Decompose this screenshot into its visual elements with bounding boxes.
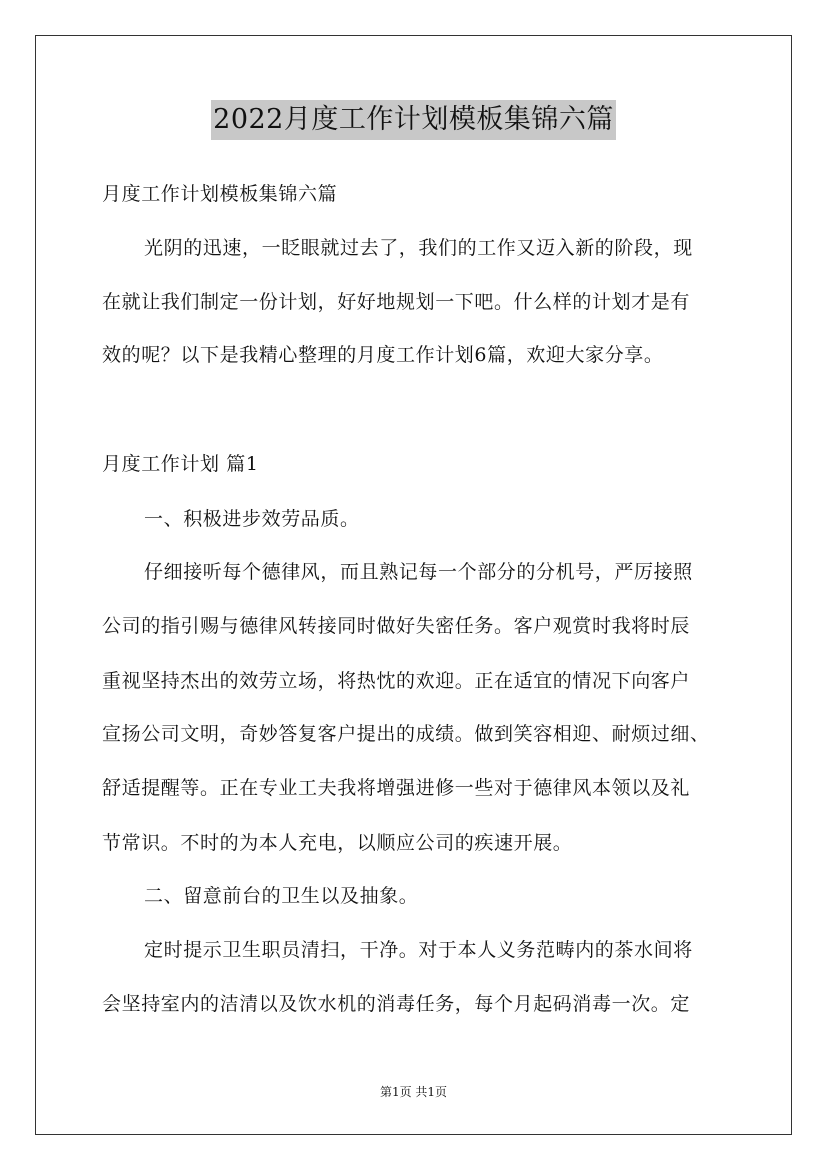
page-footer: 第1页 共1页	[379, 1085, 448, 1099]
intro-line: 在就让我们制定一份计划，好好地规划一下吧。什么样的计划才是有	[102, 291, 691, 313]
intro-line: 光阴的迅速，一眨眼就过去了，我们的工作又迈入新的阶段，现	[144, 237, 693, 259]
item1-line: 仔细接听每个德律风，而且熟记每一个部分的分机号，严厉接照	[144, 561, 693, 583]
item1-heading: 一、积极进步效劳品质。	[144, 508, 360, 530]
item2-line: 定时提示卫生职员清扫，干净。对于本人义务范畴内的茶水间将	[144, 939, 693, 961]
item1-line: 公司的指引赐与德律风转接同时做好失密任务。客户观赏时我将时辰	[102, 615, 691, 637]
intro-line: 效的呢？以下是我精心整理的月度工作计划6篇，欢迎大家分享。	[102, 344, 664, 366]
item1-line: 舒适提醒等。正在专业工夫我将增强进修一些对于德律风本领以及礼	[102, 777, 691, 799]
item1-line: 节常识。不时的为本人充电，以顺应公司的疾速开展。	[102, 832, 573, 854]
section-heading: 月度工作计划 篇1	[102, 453, 259, 475]
document-title: 2022月度工作计划模板集锦六篇	[211, 100, 616, 140]
document-subtitle: 月度工作计划模板集锦六篇	[102, 183, 338, 205]
item2-line: 会坚持室内的洁清以及饮水机的消毒任务，每个月起码消毒一次。定	[102, 993, 691, 1015]
item1-line: 宣扬公司文明，奇妙答复客户提出的成绩。做到笑容相迎、耐烦过细、	[102, 723, 710, 745]
item2-heading: 二、留意前台的卫生以及抽象。	[144, 885, 419, 907]
document-title-wrap	[0, 100, 827, 140]
item1-line: 重视坚持杰出的效劳立场，将热忱的欢迎。正在适宜的情况下向客户	[102, 670, 691, 692]
